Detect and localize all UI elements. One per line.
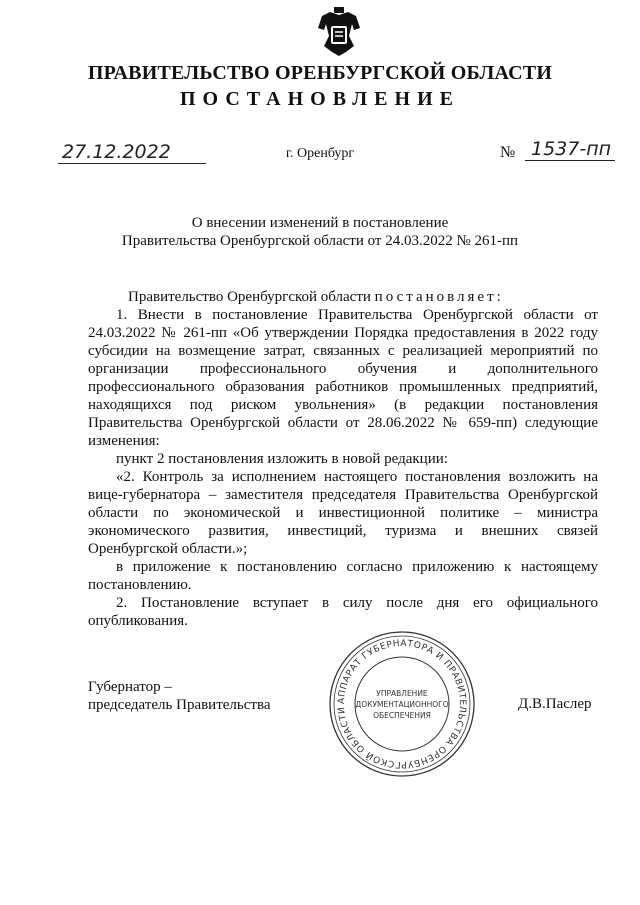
document-subject bbox=[0, 214, 640, 250]
document-date: 27.12.2022 bbox=[58, 141, 206, 164]
stamp-center-line-2: ДОКУМЕНТАЦИОННОГО bbox=[355, 700, 449, 709]
stamp-center-line-1: УПРАВЛЕНИЕ bbox=[376, 689, 428, 698]
intro-prefix: Правительство Оренбургской области bbox=[128, 289, 375, 305]
official-stamp bbox=[328, 630, 476, 778]
document-city: г. Оренбург bbox=[285, 146, 355, 161]
item-1: 1. Внести в постановление Правительства Оренбургской области от 24.03.2022 № 261-пп «Об утверждении Порядка предоставления в 2022 году субсидии на возмещение затрат, связанных с реализацией мероприятий по организации профессионального обучения и дополнительного профессионального образования работников промышленных предприятий, находящихся под риском увольнения» (в редакции постановления Правительства Оренбургской области от 28.06.2022 № 659-пп) следующие изменения: bbox=[88, 307, 598, 449]
subject-line-2: Правительства Оренбургской области от 24.03.2022 № 261-пп bbox=[121, 233, 519, 249]
stamp-center-line-3: ОБЕСПЕЧЕНИЯ bbox=[373, 711, 431, 720]
number-label: № bbox=[500, 144, 516, 161]
signatory-title bbox=[88, 678, 271, 714]
quoted-item: «2. Контроль за исполнением настоящего постановления возложить на вице-губернатора – заместителя председателя Правительства Оренбургской области по экономической и инвестиционной политике – министра экономического развития, инвестиций, туризма и внешних связей Оренбургской области.»; bbox=[88, 469, 598, 557]
coat-of-arms-icon bbox=[316, 6, 362, 60]
subject-line-1: О внесении изменений в постановление bbox=[191, 215, 449, 231]
signatory-name: Д.В.Паслер bbox=[518, 696, 592, 712]
item-2: 2. Постановление вступает в силу после дня его официального опубликования. bbox=[88, 595, 598, 629]
signatory-title-line-1: Губернатор – bbox=[88, 679, 172, 695]
intro-paragraph bbox=[88, 288, 598, 306]
signatory-title-line-2: председатель Правительства bbox=[88, 697, 271, 713]
document-type: ПОСТАНОВЛЕНИЕ bbox=[180, 88, 460, 110]
intro-verb: постановляет: bbox=[374, 289, 504, 305]
organization-title: ПРАВИТЕЛЬСТВО ОРЕНБУРГСКОЙ ОБЛАСТИ bbox=[87, 62, 553, 84]
stamp-ring-text: АППАРАТ ГУБЕРНАТОРА И ПРАВИТЕЛЬСТВА ОРЕНБУРГСКОЙ ОБЛАСТИ bbox=[336, 638, 468, 770]
document-body bbox=[88, 288, 598, 630]
sub-item-1: пункт 2 постановления изложить в новой редакции: bbox=[116, 451, 448, 467]
document-number: 1537-пп bbox=[525, 138, 615, 161]
sub-item-2: в приложение к постановлению согласно приложению к настоящему постановлению. bbox=[88, 559, 598, 593]
